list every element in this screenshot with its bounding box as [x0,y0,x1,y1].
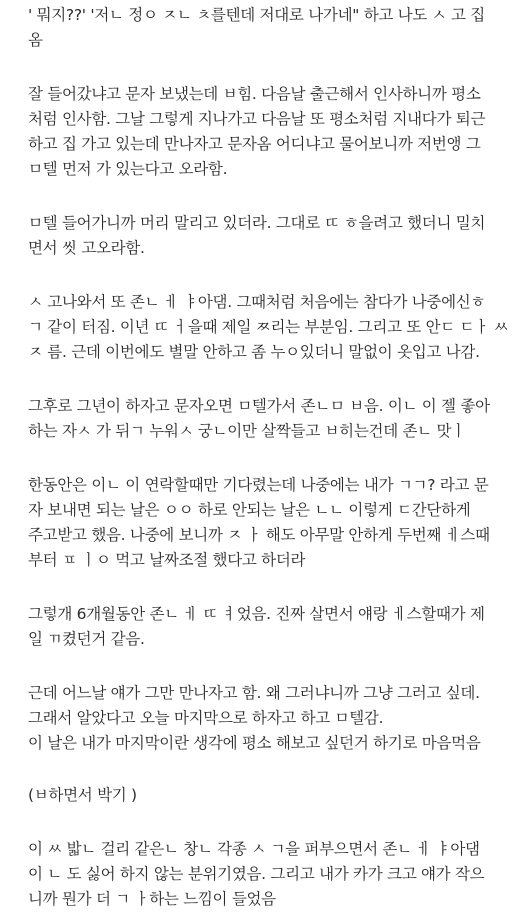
paragraph-1 [28,3,518,53]
text-line: 이 ㄴ 도 싫어 하지 않는 분위기였음. 그리고 내가 카가 크고 얘가 작으 [28,865,485,883]
paragraph-3 [28,211,518,261]
paragraph-5 [28,394,518,444]
text-line: 그렇개 6개월동안 존ㄴ ㅔ ㄸ ㅕ었음. 진짜 살면서 얘랑 ㅔ스할때가 제 [28,605,485,623]
text-line: 그후로 그년이 하자고 문자오면 ㅁ텔가서 존ㄴㅁ ㅂ음. 이ㄴ 이 젤 좋아 [28,397,490,415]
text-line: 근데 어느날 얘가 그만 만나자고 함. 왜 그러냐니까 그냥 그러고 싶데. [28,684,480,702]
paragraph-4 [28,290,518,365]
text-line: ' 뭐지??' '저ㄴ 정ㅇ ㅈㄴ ㅊ를텐데 저대로 나가네" 하고 나도 ㅅ 고 집 [28,6,485,24]
text-line: 한동안은 이ㄴ 이 연락할때만 기다렸는데 나중에는 내가 ㄱㄱ? 라고 문 [28,476,489,494]
text-line: 부터 ㅍ ㅣㅇ 먹고 날짜조절 했다고 하더라 [28,551,306,569]
text-line: 이 날은 내가 마지막이란 생각에 평소 해보고 싶던거 하기로 마음먹음 [28,734,481,752]
text-line: ㄱ 같이 터짐. 이년 ㄸ ㅓ을때 제일 ㅉ리는 부분임. 그리고 또 안ㄷ ㄷㅏ ㅆ [28,318,509,336]
paragraph-2 [28,82,518,182]
paragraph-10 [28,837,518,912]
paragraph-7 [28,602,518,652]
text-line: 그래서 알았다고 오늘 마지막으로 하자고 하고 ㅁ텔감. [28,709,384,727]
paragraph-9 [28,783,518,808]
text-line: ㅅ 고나와서 또 존ㄴ ㅔ ㅑ아댐. 그때처럼 처음에는 참다가 나중에신ㅎ [28,293,486,311]
text-line: 주고받고 했음. 나중에 보니까 ㅈ ㅏ 해도 아무말 안하게 두번째 ㅔ스때 [28,526,490,544]
text-line: 이 ㅆ 밟ㄴ 걸리 같은ㄴ 창ㄴ 각종 ㅅ ㄱ을 퍼부으면서 존ㄴ ㅔ ㅑ아댐 [28,840,480,858]
text-line: 일 ㄲ켰던거 같음. [28,630,145,648]
paragraph-6 [28,473,518,573]
text-line: 니까 뭔가 더 ㄱ ㅏ하는 느낌이 들었음 [28,890,276,908]
text-line: ㅁ텔 먼저 가 있는다고 오라함. [28,160,228,178]
text-line: ㅈ 름. 근데 이번에도 별말 안하고 좀 누ㅇ있더니 말없이 옷입고 나감. [28,343,480,361]
text-line: 하는 자ㅅ 가 뒤ㄱ 누워ㅅ 궁ㄴ이만 살짝들고 ㅂ히는건데 존ㄴ 맛ㅣ [28,422,466,440]
text-line: ㅁ텔 들어가니까 머리 말리고 있더라. 그대로 ㄸ ㅎ을려고 했더니 밀치 [28,214,486,232]
text-line: 면서 씻 고오라함. [28,239,145,257]
text-line: 처럼 인사함. 그날 그렇게 지나가고 다음날 또 평소처럼 지내다가 퇴근 [28,110,486,128]
text-line: 옴 [28,31,43,49]
paragraph-8 [28,681,518,756]
document-body [28,3,518,912]
text-line: 자 보내면 되는 날은 ㅇㅇ 하로 안되는 날은 ㄴㄴ 이렇게 ㄷ간단하게 [28,501,471,519]
text-line: (ㅂ하면서 박기 ) [28,786,137,804]
text-line: 잘 들어갔냐고 문자 보냈는데 ㅂ힘. 다음날 출근해서 인사하니까 평소 [28,85,481,103]
text-line: 하고 집 가고 있는데 만나자고 문자옴 어디냐고 물어보니까 저번앵 그 [28,135,481,153]
